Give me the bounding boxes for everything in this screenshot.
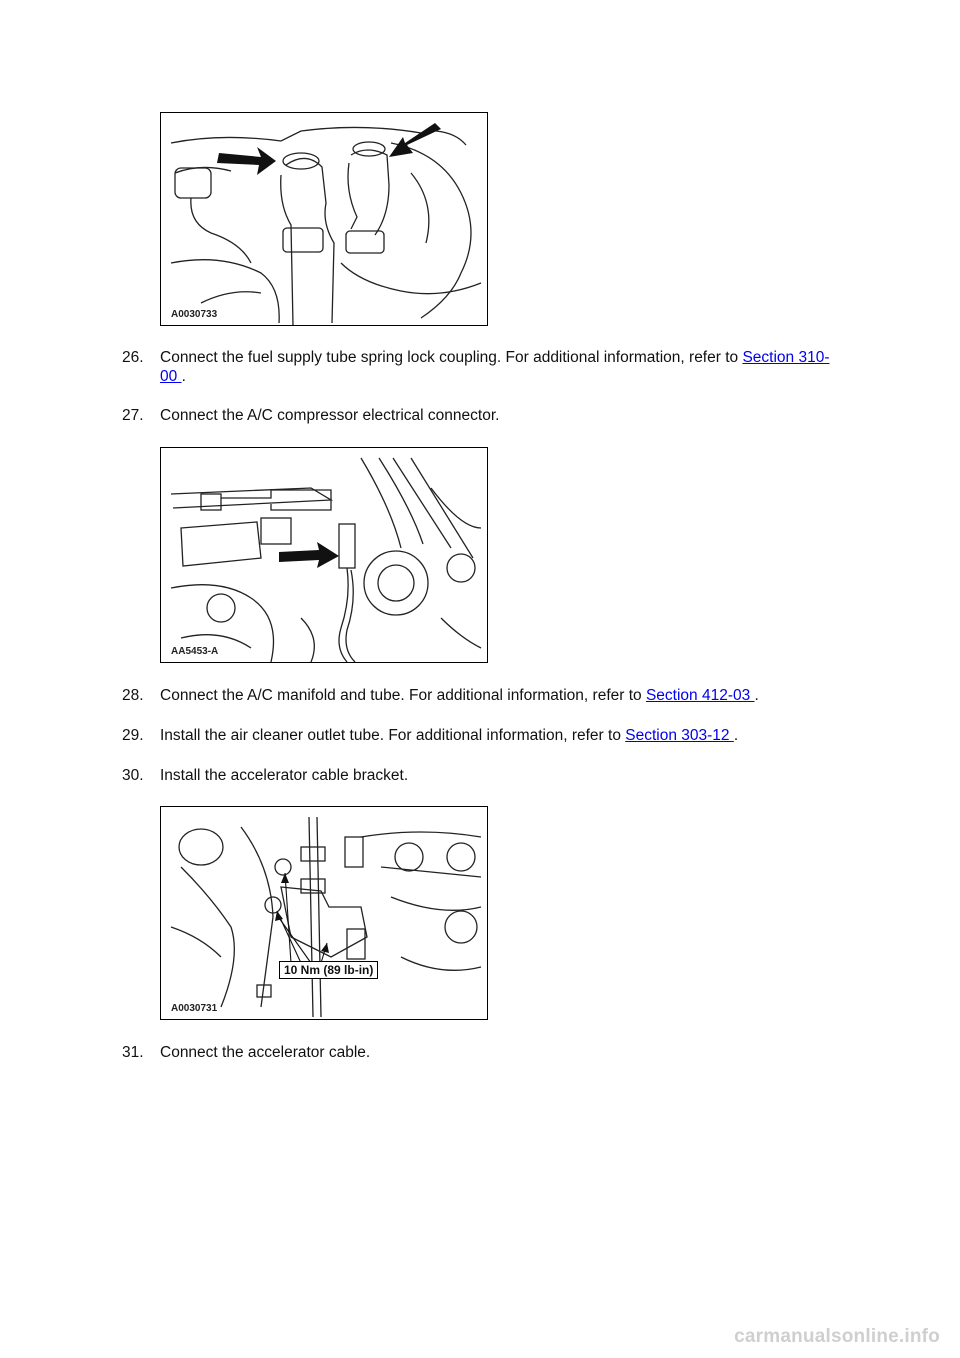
torque-callout: 10 Nm (89 lb-in) <box>279 961 378 979</box>
figure-id: A0030731 <box>171 1003 218 1014</box>
step-number: 29. <box>122 727 144 744</box>
watermark-logo: carmanualsonline.info <box>734 1326 940 1347</box>
step-text-end: . <box>733 727 739 744</box>
step-text <box>160 348 842 386</box>
step-text-body: Connect the A/C manifold and tube. For additional information, refer to <box>160 687 646 704</box>
ac-connector-illustration <box>161 448 487 662</box>
step-29 <box>122 726 842 745</box>
step-27 <box>122 406 842 425</box>
step-number: 30. <box>122 767 144 784</box>
fuel-coupling-illustration <box>161 113 487 325</box>
step-30 <box>122 766 842 785</box>
step-text: Connect the A/C compressor electrical connector. <box>160 407 500 424</box>
step-28 <box>122 686 842 705</box>
section-412-03-link[interactable]: Section 412-03 <box>645 687 755 704</box>
step-text: Connect the accelerator cable. <box>160 1044 371 1061</box>
accelerator-bracket-illustration <box>161 807 487 1019</box>
step-text <box>160 726 842 745</box>
step-number: 28. <box>122 687 144 704</box>
figure-id: A0030733 <box>171 309 218 320</box>
figure-ac-connector <box>160 447 488 663</box>
section-310-00-link[interactable]: Section 310-00 <box>160 349 830 385</box>
step-26 <box>122 348 842 386</box>
step-text <box>160 686 842 705</box>
step-number: 31. <box>122 1044 144 1061</box>
step-text-end: . <box>754 687 759 704</box>
step-31 <box>122 1043 842 1062</box>
step-text-body: Connect the fuel supply tube spring lock coupling. For additional information, refer to <box>160 349 743 366</box>
step-text: Install the accelerator cable bracket. <box>160 767 409 784</box>
step-number: 26. <box>122 349 144 366</box>
section-303-12-link[interactable]: Section 303-12 <box>625 727 734 744</box>
step-number: 27. <box>122 407 144 424</box>
figure-accelerator-bracket <box>160 806 488 1020</box>
step-text-end: . <box>181 368 186 385</box>
step-text-body: Install the air cleaner outlet tube. For additional information, refer to <box>160 727 626 744</box>
figure-id: AA5453-A <box>171 646 219 657</box>
figure-fuel-tube-coupling <box>160 112 488 326</box>
